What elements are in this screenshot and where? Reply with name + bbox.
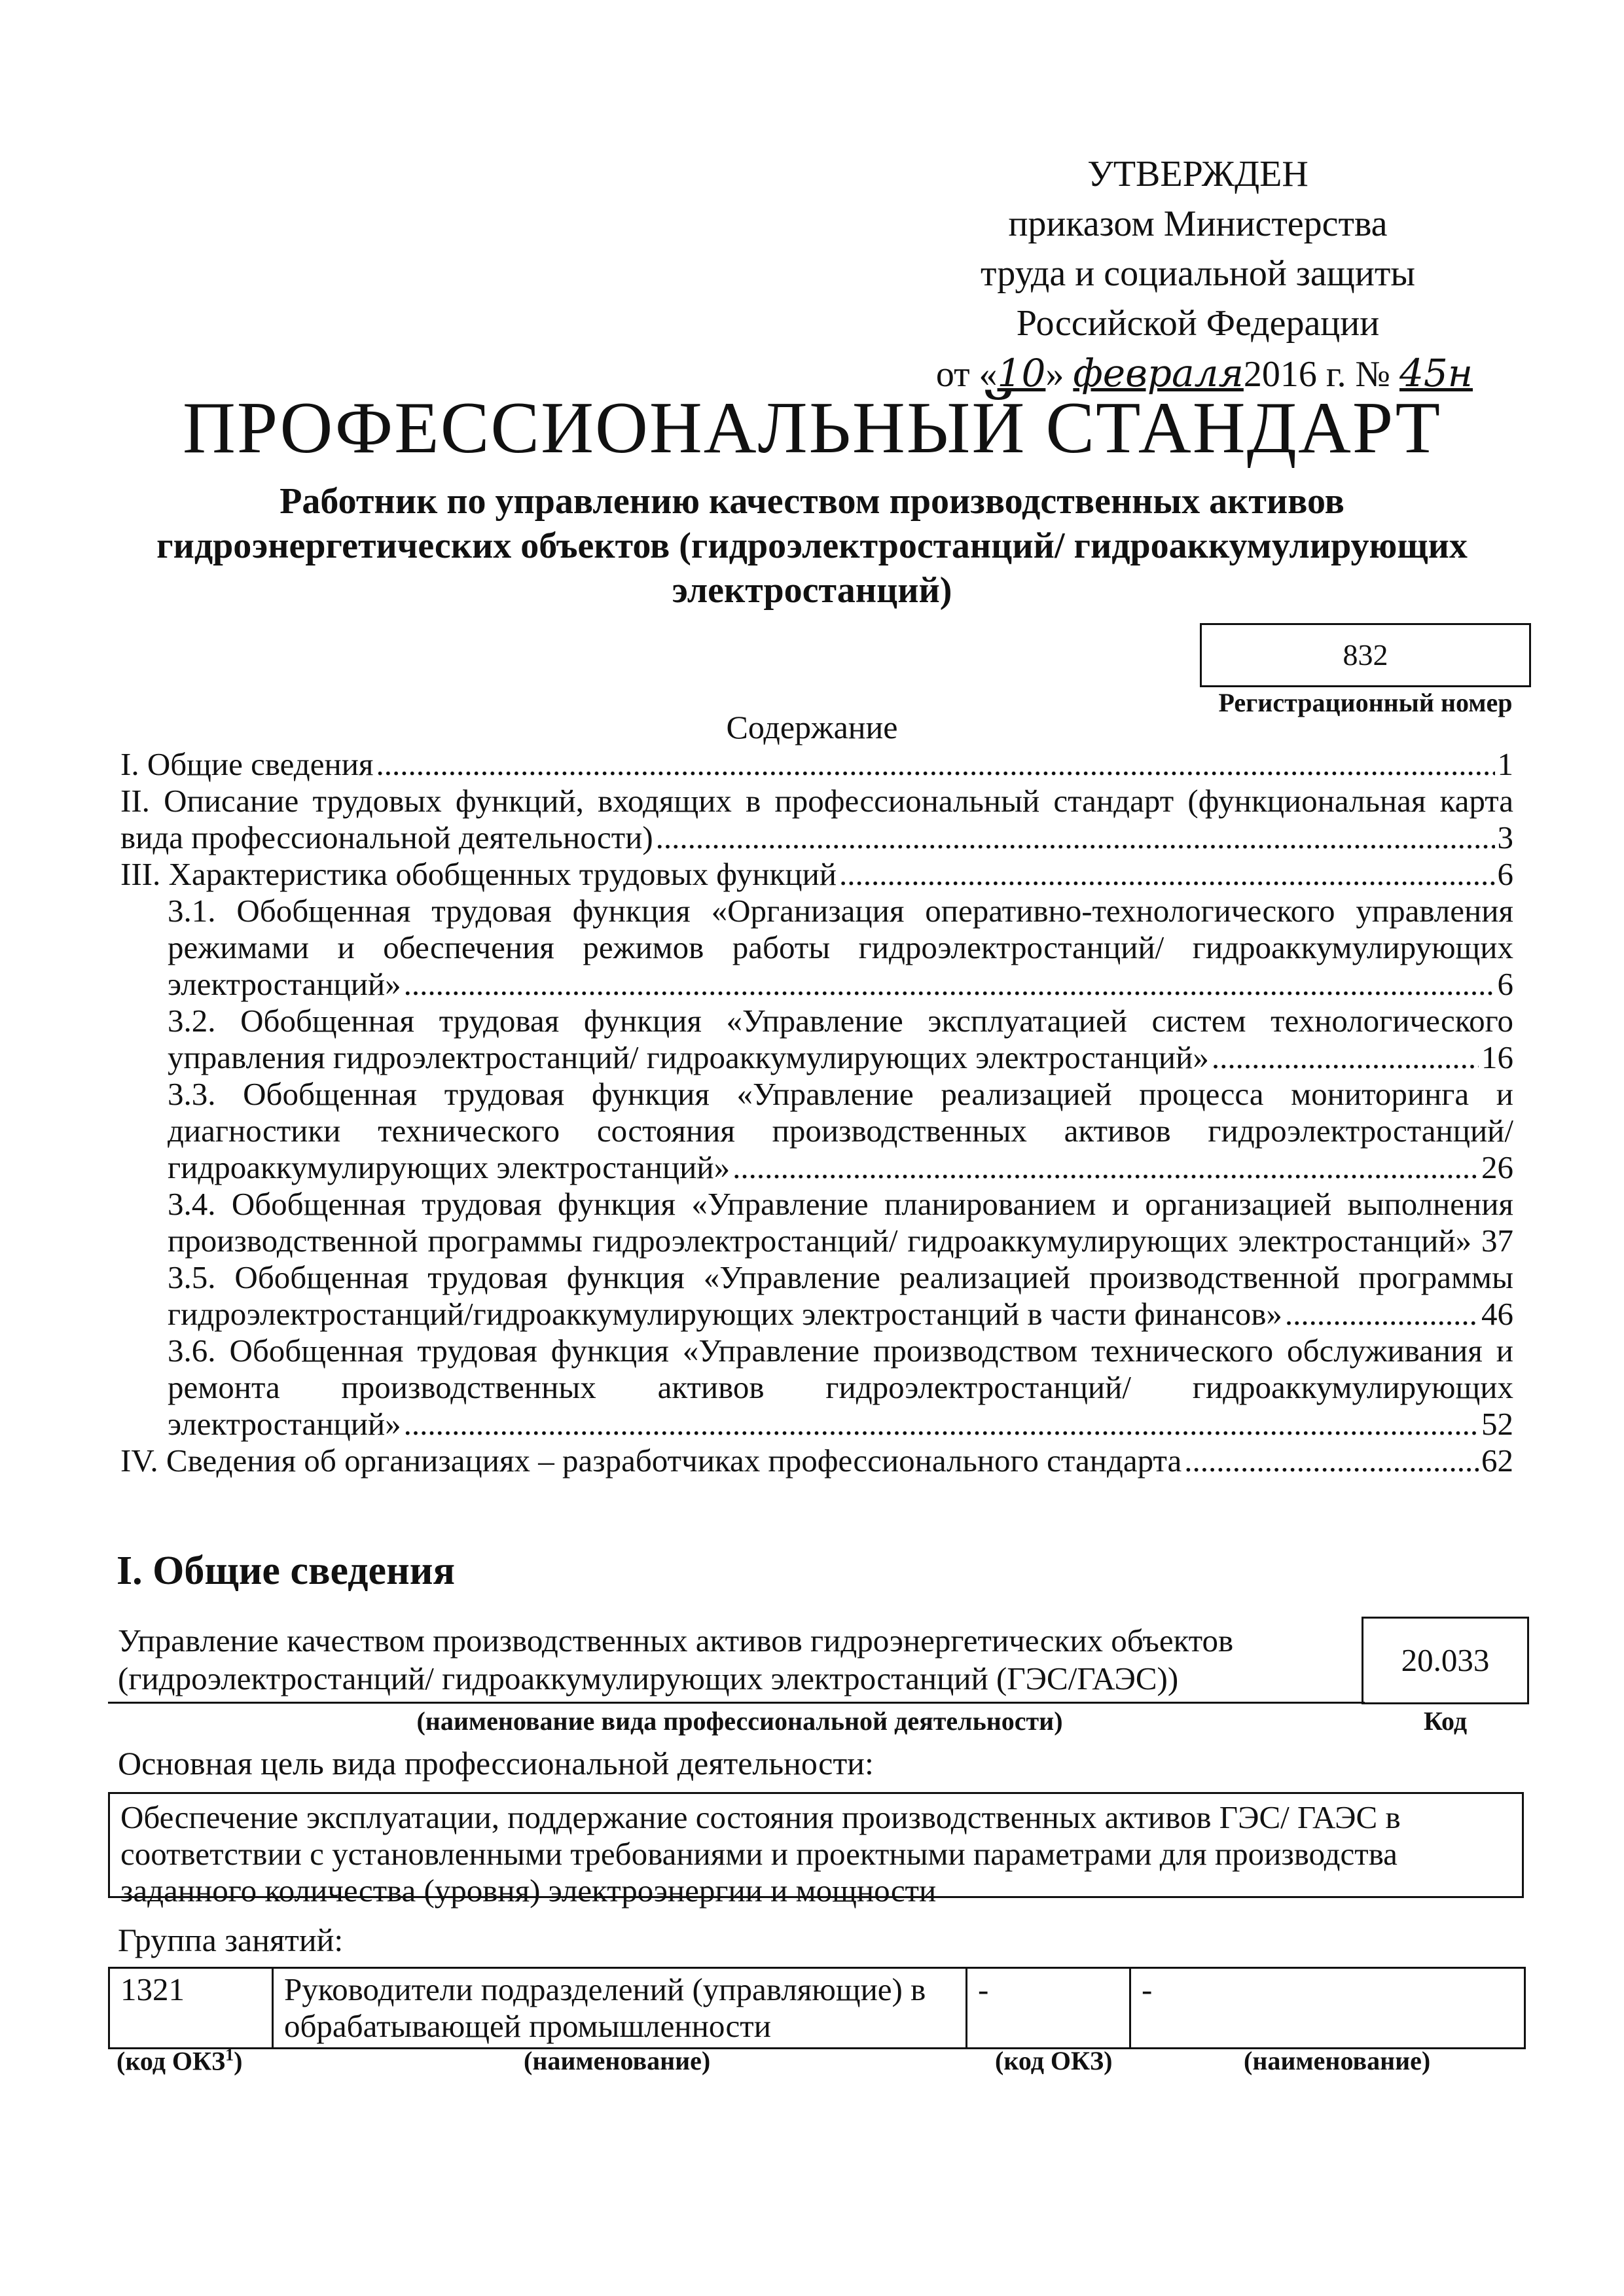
toc-item[interactable]	[120, 1333, 1513, 1443]
toc-item-text: 3.3. Обобщенная трудовая функция «Управление реализацией процесса мониторинга и диагностики технического состояния производственных активов гидроэлектростанций/	[168, 1076, 1513, 1149]
toc-item-page: 16	[1481, 1039, 1513, 1075]
approval-line: Российской Федерации	[1016, 303, 1380, 344]
toc-item-page: 26	[1481, 1149, 1513, 1185]
name-caption-2: (наименование)	[1244, 2046, 1431, 2075]
okz-code-caption	[117, 2045, 242, 2076]
code-caption: Код	[1423, 1706, 1468, 1736]
toc-item[interactable]	[120, 1259, 1513, 1333]
toc-item-text: вида профессиональной деятельности)	[120, 819, 653, 855]
toc-item-text: IV. Сведения об организациях – разработчиках профессионального стандарта	[120, 1443, 1182, 1479]
toc-item-page: 6	[1497, 856, 1513, 892]
approval-block	[903, 149, 1492, 399]
toc-leader	[1212, 1039, 1479, 1076]
approval-line: УТВЕРЖДЕН	[1087, 154, 1308, 194]
section-heading: I. Общие сведения	[117, 1549, 456, 1593]
toc-item-text: гидроаккумулирующих электростанций»	[168, 1149, 731, 1185]
toc-leader	[404, 966, 1495, 1003]
document-title: ПРОФЕССИОНАЛЬНЫЙ СТАНДАРТ	[183, 387, 1441, 469]
toc-item-text: 3.4. Обобщенная трудовая функция «Управление планированием и организацией выполнения	[168, 1186, 1513, 1222]
okz-code-caption-2: (код ОКЗ)	[995, 2046, 1113, 2075]
activity-underline	[108, 1702, 1365, 1704]
okz-name-cell: Руководители подразделений (управляющие) в обрабатывающей промышленности	[273, 1968, 967, 2049]
toc-leader	[1285, 1296, 1479, 1333]
toc-leader	[656, 819, 1495, 856]
toc-leader	[376, 746, 1494, 783]
toc-item[interactable]	[120, 783, 1513, 856]
activity-name: Управление качеством производственных активов гидроэнергетических объектов (гидроэлектростанций/ гидроаккумулирующих электростанций (ГЭС/ГАЭС))	[118, 1623, 1234, 1696]
toc-item[interactable]	[120, 746, 1513, 783]
registration-number-box: 832	[1200, 623, 1531, 687]
registration-number-label: Регистрационный номер	[1218, 688, 1513, 717]
toc-leader	[1184, 1443, 1479, 1479]
toc-item-text: I. Общие сведения	[120, 746, 374, 782]
order-number: 45н	[1399, 351, 1473, 395]
toc-leader	[839, 856, 1494, 893]
toc-item-text: производственной программы гидроэлектростанций/ гидроаккумулирующих электростанций» 37	[168, 1223, 1513, 1259]
toc-item-page: 52	[1481, 1406, 1513, 1442]
toc-item-page: 1	[1497, 746, 1513, 782]
caption-text: (код ОКЗ	[117, 2046, 226, 2076]
toc-leader	[404, 1406, 1479, 1443]
group-label: Группа занятий:	[118, 1922, 344, 1958]
toc-item[interactable]	[120, 856, 1513, 893]
toc-item-text: электростанций»	[168, 1406, 401, 1442]
occupation-table	[108, 1967, 1526, 2049]
name-caption: (наименование)	[524, 2046, 711, 2075]
toc-item-text: электростанций»	[168, 966, 401, 1002]
date-month: февраля	[1073, 351, 1244, 395]
activity-caption: (наименование вида профессиональной деятельности)	[416, 1706, 1063, 1736]
okz-code-cell: -	[967, 1968, 1130, 2049]
date-prefix: от «	[935, 354, 998, 395]
toc-item[interactable]	[120, 893, 1513, 1003]
toc-item[interactable]	[120, 1443, 1513, 1479]
footnote-mark: 1	[225, 2045, 234, 2064]
toc-item-text: 3.2. Обобщенная трудовая функция «Управление эксплуатацией систем технологического	[168, 1003, 1513, 1039]
toc-item-page: 6	[1497, 966, 1513, 1002]
toc-item-text: II. Описание трудовых функций, входящих в профессиональный стандарт (функциональная карта	[120, 783, 1513, 819]
toc-item[interactable]	[120, 1076, 1513, 1186]
goal-label: Основная цель вида профессиональной деятельности:	[118, 1745, 874, 1782]
toc-item-text: гидроэлектростанций/гидроаккумулирующих электростанций в части финансов»	[168, 1296, 1282, 1332]
toc-item[interactable]	[120, 1003, 1513, 1076]
date-mid: »	[1045, 354, 1064, 395]
toc-heading: Содержание	[726, 709, 898, 745]
approval-line: приказом Министерства	[1008, 204, 1388, 244]
toc-item-text: III. Характеристика обобщенных трудовых функций	[120, 856, 837, 892]
approval-line: труда и социальной защиты	[981, 253, 1415, 294]
toc-item-text: управления гидроэлектростанций/ гидроаккумулирующих электростанций»	[168, 1039, 1209, 1075]
table-of-contents	[120, 746, 1513, 1479]
goal-box: Обеспечение эксплуатации, поддержание состояния производственных активов ГЭС/ ГАЭС в соответствии с установленными требованиями и проектными параметрами для производства заданного количества (уровня) электроэнергии и мощности	[108, 1792, 1524, 1898]
toc-item[interactable]	[120, 1186, 1513, 1259]
toc-item-text: 3.5. Обобщенная трудовая функция «Управление реализацией производственной программы	[168, 1259, 1513, 1295]
date-day: 10	[997, 351, 1046, 395]
toc-item-page: 62	[1481, 1443, 1513, 1479]
caption-text: )	[234, 2046, 243, 2076]
activity-code-box: 20.033	[1362, 1617, 1529, 1704]
okz-code-cell: 1321	[109, 1968, 273, 2049]
okz-name-cell: -	[1130, 1968, 1525, 2049]
toc-item-text: 3.1. Обобщенная трудовая функция «Организация оперативно-технологического управления режимами и обеспечения режимов работы гидроэлектростанций/ гидроаккумулирующих	[168, 893, 1513, 965]
date-year: 2016 г. №	[1243, 354, 1390, 395]
toc-item-page: 46	[1481, 1296, 1513, 1332]
toc-item-text: 3.6. Обобщенная трудовая функция «Управление производством технического обслуживания и ремонта производственных активов гидроэлектростанций/ гидроаккумулирующих	[168, 1333, 1513, 1405]
toc-leader	[732, 1149, 1479, 1186]
table-row	[109, 1968, 1525, 2049]
document-subtitle: Работник по управлению качеством производственных активов гидроэнергетических объектов (гидроэлектростанций/ гидроаккумулирующих электростанций)	[156, 481, 1468, 611]
toc-item-page: 3	[1497, 819, 1513, 855]
